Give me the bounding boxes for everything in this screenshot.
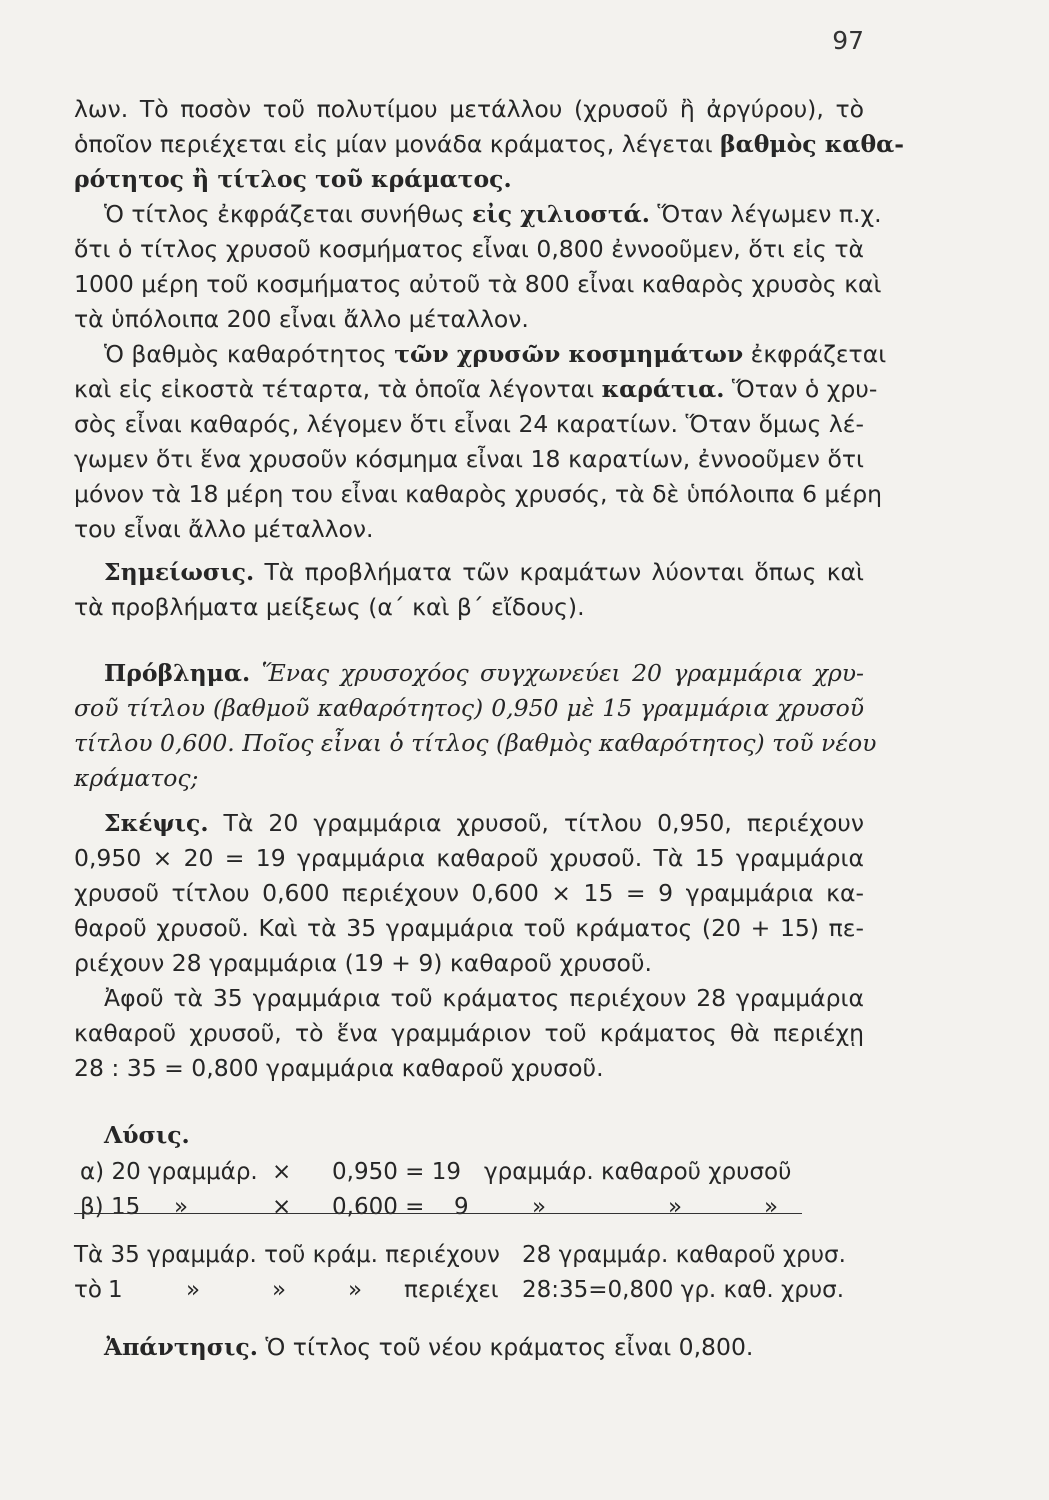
problem-line: τίτλου 0,600. Ποῖος εἶναι ὁ τίτλος (βαθμὸς καθαρότητος) τοῦ νέου <box>74 729 877 757</box>
total-cell: Τὰ 35 γραμμάρ. τοῦ κράμ. περιέχουν <box>74 1242 500 1268</box>
text-line: μόνον τὰ 18 μέρη του εἶναι καθαρὸς χρυσός, τὰ δὲ ὑπόλοιπα 6 μέρη <box>74 480 883 508</box>
text-line: Ὁ τίτλος ἐκφράζεται συνήθως εἰς χιλιοστά. Ὅταν λέγωμεν π.χ. <box>104 200 882 228</box>
total-cell: 28 γραμμάρ. καθαροῦ χρυσ. <box>522 1242 846 1268</box>
solution-cell: 0,950 = 19 <box>332 1159 462 1185</box>
problem-line: Πρόβλημα. Ἕνας χρυσοχόος συγχωνεύει 20 γραμμάρια χρυ- <box>104 659 864 687</box>
reasoning-line: χρυσοῦ τίτλου 0,600 περιέχουν 0,600 × 15 = 9 γραμμάρια κα- <box>74 879 864 907</box>
solution-cell: × <box>272 1194 292 1220</box>
note-line: τὰ προβλήματα μείξεως (α΄ καὶ β΄ εἴδους). <box>74 593 585 621</box>
text-line: γωμεν ὅτι ἕνα χρυσοῦν κόσμημα εἶναι 18 καρατίων, ἐννοοῦμεν ὅτι <box>74 445 864 473</box>
total-cell: τὸ <box>74 1277 102 1303</box>
text-line: καὶ εἰς εἰκοστὰ τέταρτα, τὰ ὁποῖα λέγονται καράτια. Ὅταν ὁ χρυ- <box>74 375 878 403</box>
solution-cell: α) 20 γραμμάρ. <box>80 1159 258 1185</box>
problem-line: σοῦ τίτλου (βαθμοῦ καθαρότητος) 0,950 μὲ 15 γραμμάρια χρυσοῦ <box>74 694 864 722</box>
solution-heading: Λύσις. <box>104 1121 190 1149</box>
total-cell: περιέχει <box>404 1277 499 1303</box>
total-cell: 1 <box>108 1277 123 1303</box>
total-cell: 28:35=0,800 γρ. καθ. χρυσ. <box>522 1277 845 1303</box>
text-line: σὸς εἶναι καθαρός, λέγομεν ὅτι εἶναι 24 καρατίων. Ὅταν ὅμως λέ- <box>74 410 864 438</box>
solution-cell: β) 15 <box>80 1194 141 1220</box>
text-line: ὁποῖον περιέχεται εἰς μίαν μονάδα κράματος, λέγεται βαθμὸς καθα- <box>74 130 904 158</box>
text-line: του εἶναι ἄλλο μέταλλον. <box>74 515 374 543</box>
reasoning-line: θαροῦ χρυσοῦ. Καὶ τὰ 35 γραμμάρια τοῦ κράματος (20 + 15) πε- <box>74 914 864 942</box>
page-number: 97 <box>832 26 864 55</box>
solution-cell: 0,600 = <box>332 1194 425 1220</box>
sum-rule <box>74 1213 802 1214</box>
text-line: 1000 μέρη τοῦ κοσμήματος αὐτοῦ τὰ 800 εἶναι καθαρὸς χρυσὸς καὶ <box>74 270 882 298</box>
solution-cell: γραμμάρ. καθαροῦ χρυσοῦ <box>484 1159 792 1185</box>
text-line: ρότητος ἢ τίτλος τοῦ κράματος. <box>74 165 512 193</box>
text-line: λων. Τὸ ποσὸν τοῦ πολυτίμου μετάλλου (χρυσοῦ ἢ ἀργύρου), τὸ <box>74 95 864 123</box>
solution-cell: × <box>272 1159 292 1185</box>
reasoning-line: ριέχουν 28 γραμμάρια (19 + 9) καθαροῦ χρυσοῦ. <box>74 949 652 977</box>
solution-cell: 9 <box>454 1194 469 1220</box>
reasoning-line: Σκέψις. Τὰ 20 γραμμάρια χρυσοῦ, τίτλου 0,950, περιέχουν <box>104 809 864 837</box>
solution-cell: » <box>668 1194 683 1220</box>
solution-cell: » <box>532 1194 547 1220</box>
problem-line: κράματος; <box>74 764 199 792</box>
text-line: τὰ ὑπόλοιπα 200 εἶναι ἄλλο μέταλλον. <box>74 305 529 333</box>
total-cell: » <box>272 1277 287 1303</box>
reasoning-line: καθαροῦ χρυσοῦ, τὸ ἕνα γραμμάριον τοῦ κράματος θὰ περιέχῃ <box>74 1019 864 1047</box>
answer-line: Ἀπάντησις. Ὁ τίτλος τοῦ νέου κράματος εἶναι 0,800. <box>104 1333 754 1361</box>
reasoning-line: Ἀφοῦ τὰ 35 γραμμάρια τοῦ κράματος περιέχουν 28 γραμμάρια <box>104 984 864 1012</box>
total-cell: » <box>348 1277 363 1303</box>
solution-cell: » <box>764 1194 779 1220</box>
reasoning-line: 0,950 × 20 = 19 γραμμάρια καθαροῦ χρυσοῦ. Τὰ 15 γραμμάρια <box>74 844 864 872</box>
solution-cell: » <box>174 1194 189 1220</box>
total-cell: » <box>186 1277 201 1303</box>
reasoning-line: 28 : 35 = 0,800 γραμμάρια καθαροῦ χρυσοῦ. <box>74 1054 604 1082</box>
note-line: Σημείωσις. Τὰ προβλήματα τῶν κραμάτων λύονται ὅπως καὶ <box>104 558 864 586</box>
text-line: Ὁ βαθμὸς καθαρότητος τῶν χρυσῶν κοσμημάτων ἐκφράζεται <box>104 340 887 368</box>
text-line: ὅτι ὁ τίτλος χρυσοῦ κοσμήματος εἶναι 0,800 ἐννοοῦμεν, ὅτι εἰς τὰ <box>74 235 864 263</box>
